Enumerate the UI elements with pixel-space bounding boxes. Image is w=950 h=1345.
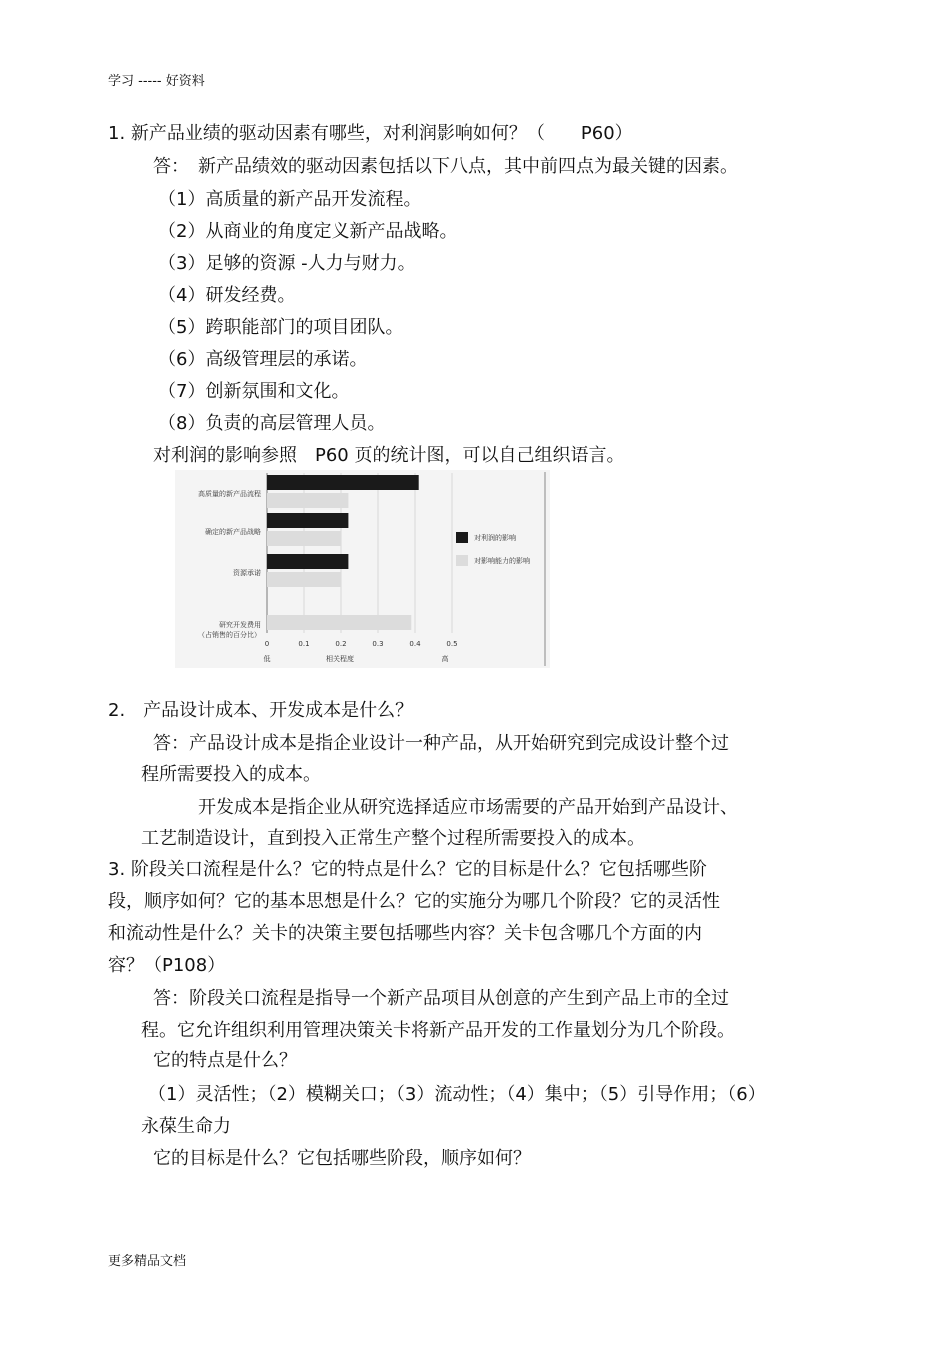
- chart-bar: [267, 493, 348, 508]
- q1-answer-intro: 答： 新产品绩效的驱动因素包括以下八点，其中前四点为最关键的因素。: [153, 156, 738, 177]
- chart-bar: [267, 513, 348, 528]
- chart-category-label: 研究开发费用: [219, 621, 261, 629]
- chart-legend-swatch: [456, 555, 468, 566]
- chart-tick-label: 0.3: [372, 640, 384, 648]
- q3-answer-line: （1）灵活性；（2）模糊关口；（3）流动性；（4）集中；（5）引导作用；（6）: [148, 1084, 766, 1105]
- q2-question: 2. 产品设计成本、开发成本是什么？: [108, 700, 414, 721]
- chart-legend-swatch: [456, 532, 468, 543]
- q1-item: （2）从商业的角度定义新产品战略。: [158, 221, 458, 242]
- chart-category-label: 高质量的新产品流程: [198, 490, 261, 498]
- q2-answer-line: 程所需要投入的成本。: [141, 764, 321, 785]
- q1-question: 1. 新产品业绩的驱动因素有哪些，对利润影响如何？（ P60）: [108, 123, 633, 144]
- q1-item: （3）足够的资源 -人力与财力。: [158, 253, 416, 274]
- q3-answer-line: 答：阶段关口流程是指导一个新产品项目从创意的产生到产品上市的全过: [153, 988, 729, 1009]
- q1-item: （7）创新氛围和文化。: [158, 381, 350, 402]
- q1-item: （1）高质量的新产品开发流程。: [158, 189, 422, 210]
- chart-bar: [267, 572, 341, 587]
- chart-tick-label: 0: [264, 640, 270, 648]
- chart-legend-label: 对影响能力的影响: [474, 557, 530, 565]
- q2-answer-line: 答：产品设计成本是指企业设计一种产品，从开始研究到完成设计整个过: [153, 733, 729, 754]
- q1-profit-note: 对利润的影响参照 P60 页的统计图，可以自己组织语言。: [153, 445, 625, 466]
- q3-question-line: 和流动性是什么？关卡的决策主要包括哪些内容？关卡包含哪几个方面的内: [108, 923, 702, 944]
- chart-xlabel: 相关程度: [326, 655, 354, 663]
- chart-svg: [175, 470, 550, 668]
- chart-bar: [267, 615, 411, 630]
- chart-tick-label: 0.1: [298, 640, 310, 648]
- chart-bar: [267, 475, 419, 490]
- chart-x-high-label: 高: [441, 655, 449, 663]
- q2-answer-line: 工艺制造设计，直到投入正常生产整个过程所需要投入的成本。: [141, 828, 645, 849]
- page-header: 学习 ----- 好资料: [108, 74, 205, 89]
- chart-tick-label: 0.5: [446, 640, 458, 648]
- chart-bar: [267, 554, 348, 569]
- q1-item: （6）高级管理层的承诺。: [158, 349, 368, 370]
- q3-answer-line: 它的特点是什么？: [153, 1050, 297, 1071]
- q1-item: （8）负责的高层管理人员。: [158, 413, 386, 434]
- q3-question-line: 3. 阶段关口流程是什么？它的特点是什么？它的目标是什么？它包括哪些阶: [108, 859, 707, 880]
- q1-item: （5）跨职能部门的项目团队。: [158, 317, 404, 338]
- q1-item: （4）研发经费。: [158, 285, 296, 306]
- chart-bar: [267, 531, 341, 546]
- q3-answer-line: 它的目标是什么？它包括哪些阶段，顺序如何？: [153, 1148, 531, 1169]
- q2-answer-line: 开发成本是指企业从研究选择适应市场需要的产品开始到产品设计、: [198, 797, 738, 818]
- q3-answer-line: 永葆生命力: [141, 1116, 231, 1137]
- chart-tick-label: 0.2: [335, 640, 347, 648]
- q3-question-line: 段，顺序如何？它的基本思想是什么？它的实施分为哪几个阶段？它的灵活性: [108, 891, 720, 912]
- chart-category-label: （占销售的百分比）: [198, 631, 261, 639]
- driver-impact-chart: [175, 470, 550, 668]
- page-footer: 更多精品文档: [108, 1254, 187, 1269]
- chart-category-label: 确定的新产品战略: [205, 528, 261, 536]
- q3-answer-line: 程。它允许组织利用管理决策关卡将新产品开发的工作量划分为几个阶段。: [141, 1020, 735, 1041]
- chart-category-label: 资源承诺: [233, 569, 261, 577]
- chart-x-low-label: 低: [263, 655, 271, 663]
- q3-question-line: 容？（P108）: [108, 955, 226, 976]
- chart-tick-label: 0.4: [409, 640, 421, 648]
- chart-legend-label: 对利润的影响: [474, 534, 516, 542]
